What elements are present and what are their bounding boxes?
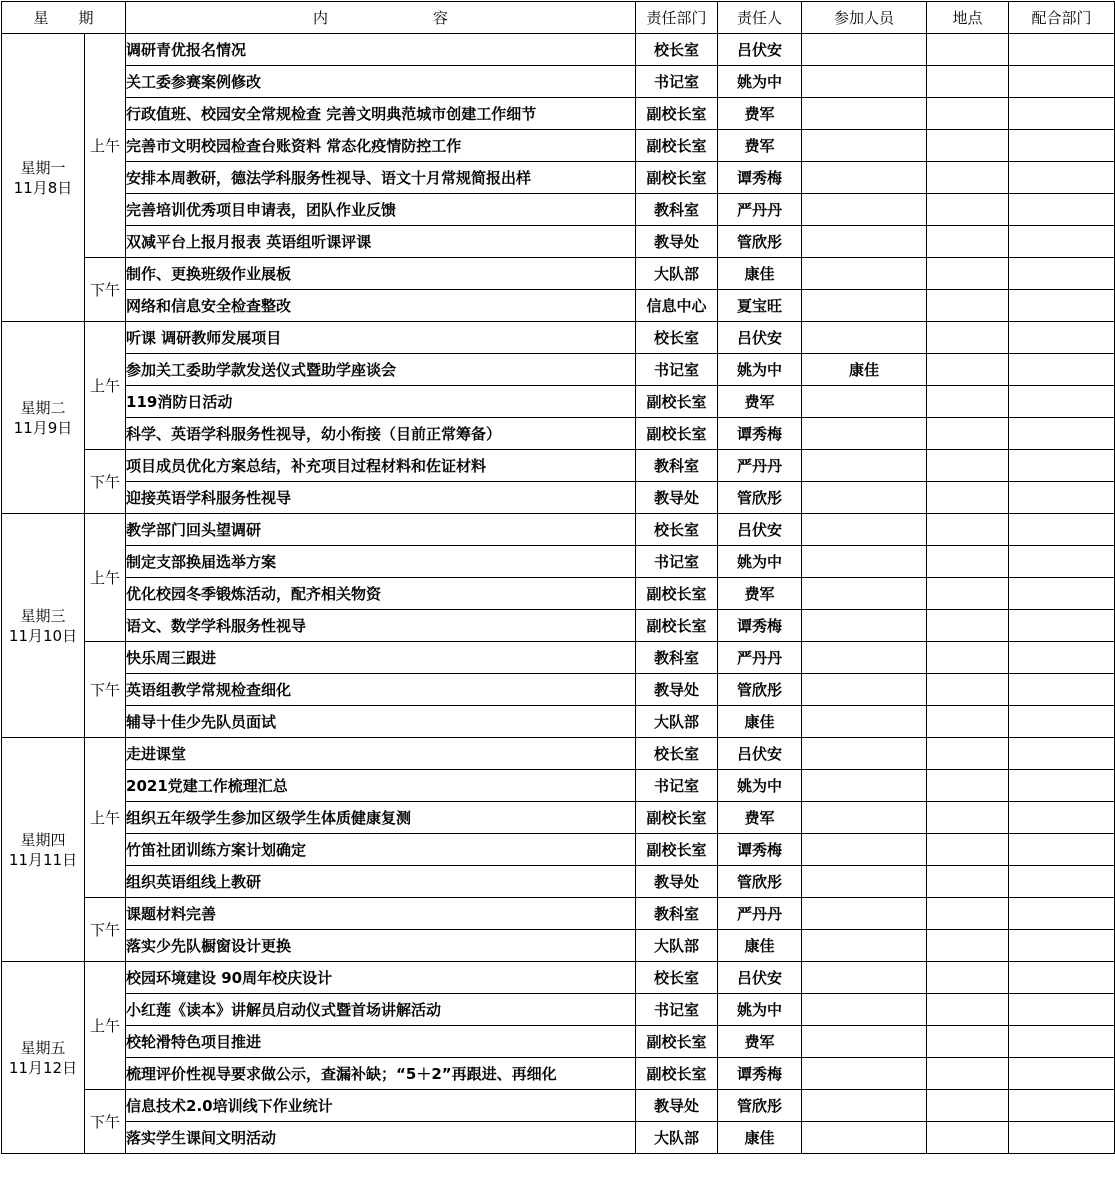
- task-person: 严丹丹: [718, 642, 802, 674]
- table-row: [2, 482, 1115, 514]
- day-cell: [2, 34, 85, 322]
- task-location: [927, 610, 1009, 642]
- task-person: 严丹丹: [718, 194, 802, 226]
- task-coop: [1009, 1058, 1115, 1090]
- task-dept: 校长室: [636, 514, 718, 546]
- table-row: [2, 258, 1115, 290]
- task-coop: [1009, 642, 1115, 674]
- day-date: 11月10日: [8, 626, 78, 645]
- task-location: [927, 642, 1009, 674]
- task-coop: [1009, 1090, 1115, 1122]
- task-location: [927, 418, 1009, 450]
- task-dept: 教科室: [636, 450, 718, 482]
- day-name: 星期二: [20, 398, 66, 417]
- table-row: [2, 962, 1115, 994]
- task-coop: [1009, 98, 1115, 130]
- task-coop: [1009, 674, 1115, 706]
- task-participants: [802, 130, 927, 162]
- task-dept: 校长室: [636, 962, 718, 994]
- day-date: 11月9日: [13, 418, 73, 437]
- task-person: 严丹丹: [718, 450, 802, 482]
- task-person: 管欣彤: [718, 482, 802, 514]
- task-location: [927, 386, 1009, 418]
- task-dept: 校长室: [636, 322, 718, 354]
- task-location: [927, 258, 1009, 290]
- task-coop: [1009, 450, 1115, 482]
- table-row: [2, 642, 1115, 674]
- task-dept: 副校长室: [636, 386, 718, 418]
- table-row: [2, 450, 1115, 482]
- task-coop: [1009, 418, 1115, 450]
- task-content: 信息技术2.0培训线下作业统计: [126, 1090, 636, 1122]
- task-content: 英语组教学常规检查细化: [126, 674, 636, 706]
- task-person: 吕伏安: [718, 322, 802, 354]
- header-content: 内 容: [126, 2, 636, 34]
- task-content: 科学、英语学科服务性视导，幼小衔接（目前正常筹备）: [126, 418, 636, 450]
- task-location: [927, 354, 1009, 386]
- task-coop: [1009, 578, 1115, 610]
- task-person: 费军: [718, 1026, 802, 1058]
- task-person: 吕伏安: [718, 962, 802, 994]
- table-row: [2, 578, 1115, 610]
- task-coop: [1009, 66, 1115, 98]
- task-location: [927, 194, 1009, 226]
- task-location: [927, 130, 1009, 162]
- task-location: [927, 802, 1009, 834]
- task-participants: [802, 738, 927, 770]
- task-dept: 副校长室: [636, 418, 718, 450]
- task-dept: 副校长室: [636, 610, 718, 642]
- task-dept: 校长室: [636, 738, 718, 770]
- task-content: 制作、更换班级作业展板: [126, 258, 636, 290]
- task-participants: [802, 802, 927, 834]
- header-location: 地点: [927, 2, 1009, 34]
- task-coop: [1009, 258, 1115, 290]
- half-day-label: 上午: [85, 962, 126, 1090]
- task-location: [927, 290, 1009, 322]
- table-row: [2, 994, 1115, 1026]
- task-location: [927, 834, 1009, 866]
- task-person: 姚为中: [718, 66, 802, 98]
- task-dept: 教科室: [636, 898, 718, 930]
- task-location: [927, 98, 1009, 130]
- task-dept: 书记室: [636, 994, 718, 1026]
- table-row: [2, 866, 1115, 898]
- task-person: 姚为中: [718, 546, 802, 578]
- header-participants: 参加人员: [802, 2, 927, 34]
- task-dept: 大队部: [636, 930, 718, 962]
- task-dept: 副校长室: [636, 130, 718, 162]
- task-person: 康佳: [718, 706, 802, 738]
- table-row: [2, 834, 1115, 866]
- task-participants: [802, 66, 927, 98]
- task-coop: [1009, 610, 1115, 642]
- task-location: [927, 674, 1009, 706]
- task-coop: [1009, 386, 1115, 418]
- task-coop: [1009, 514, 1115, 546]
- task-person: 夏宝旺: [718, 290, 802, 322]
- task-coop: [1009, 34, 1115, 66]
- task-content: 行政值班、校园安全常规检查 完善文明典范城市创建工作细节: [126, 98, 636, 130]
- task-person: 管欣彤: [718, 866, 802, 898]
- task-person: 姚为中: [718, 770, 802, 802]
- task-person: 谭秀梅: [718, 162, 802, 194]
- task-participants: [802, 834, 927, 866]
- task-person: 费军: [718, 130, 802, 162]
- task-content: 辅导十佳少先队员面试: [126, 706, 636, 738]
- task-participants: [802, 1026, 927, 1058]
- task-person: 谭秀梅: [718, 834, 802, 866]
- table-row: [2, 1090, 1115, 1122]
- task-person: 谭秀梅: [718, 418, 802, 450]
- task-coop: [1009, 802, 1115, 834]
- table-row: [2, 1122, 1115, 1154]
- task-participants: [802, 706, 927, 738]
- task-coop: [1009, 162, 1115, 194]
- task-person: 费军: [718, 802, 802, 834]
- task-person: 康佳: [718, 930, 802, 962]
- table-row: [2, 194, 1115, 226]
- table-row: [2, 610, 1115, 642]
- table-row: [2, 322, 1115, 354]
- task-participants: [802, 898, 927, 930]
- task-location: [927, 930, 1009, 962]
- task-dept: 教导处: [636, 226, 718, 258]
- table-row: [2, 770, 1115, 802]
- day-date: 11月8日: [13, 178, 73, 197]
- table-row: [2, 386, 1115, 418]
- task-location: [927, 738, 1009, 770]
- header-week: 星 期: [2, 2, 126, 34]
- task-content: 组织五年级学生参加区级学生体质健康复测: [126, 802, 636, 834]
- header-row: [2, 2, 1115, 34]
- task-dept: 大队部: [636, 1122, 718, 1154]
- task-dept: 教导处: [636, 482, 718, 514]
- day-name: 星期一: [20, 158, 66, 177]
- task-person: 谭秀梅: [718, 610, 802, 642]
- table-row: [2, 674, 1115, 706]
- table-row: [2, 706, 1115, 738]
- task-coop: [1009, 226, 1115, 258]
- task-location: [927, 66, 1009, 98]
- task-participants: [802, 386, 927, 418]
- half-day-label: 下午: [85, 1090, 126, 1154]
- task-participants: [802, 514, 927, 546]
- task-dept: 书记室: [636, 354, 718, 386]
- half-day-label: 下午: [85, 258, 126, 322]
- task-location: [927, 546, 1009, 578]
- task-participants: [802, 994, 927, 1026]
- task-coop: [1009, 194, 1115, 226]
- task-person: 吕伏安: [718, 514, 802, 546]
- task-participants: [802, 930, 927, 962]
- task-person: 费军: [718, 578, 802, 610]
- task-participants: [802, 290, 927, 322]
- task-location: [927, 226, 1009, 258]
- task-content: 竹笛社团训练方案计划确定: [126, 834, 636, 866]
- task-content: 迎接英语学科服务性视导: [126, 482, 636, 514]
- task-person: 吕伏安: [718, 34, 802, 66]
- table-row: [2, 1026, 1115, 1058]
- task-participants: [802, 1122, 927, 1154]
- task-coop: [1009, 706, 1115, 738]
- task-participants: [802, 770, 927, 802]
- task-participants: [802, 866, 927, 898]
- task-participants: [802, 482, 927, 514]
- task-content: 关工委参赛案例修改: [126, 66, 636, 98]
- table-row: [2, 1058, 1115, 1090]
- task-dept: 书记室: [636, 770, 718, 802]
- table-row: [2, 162, 1115, 194]
- task-dept: 教导处: [636, 1090, 718, 1122]
- task-person: 管欣彤: [718, 226, 802, 258]
- task-participants: [802, 642, 927, 674]
- task-content: 语文、数学学科服务性视导: [126, 610, 636, 642]
- task-content: 项目成员优化方案总结，补充项目过程材料和佐证材料: [126, 450, 636, 482]
- task-dept: 教科室: [636, 194, 718, 226]
- table-row: [2, 802, 1115, 834]
- task-location: [927, 1026, 1009, 1058]
- task-participants: [802, 546, 927, 578]
- day-cell: [2, 322, 85, 514]
- task-participants: [802, 98, 927, 130]
- task-dept: 书记室: [636, 546, 718, 578]
- task-location: [927, 514, 1009, 546]
- half-day-label: 下午: [85, 642, 126, 738]
- task-participants: [802, 226, 927, 258]
- task-dept: 校长室: [636, 34, 718, 66]
- day-name: 星期三: [20, 606, 66, 625]
- task-dept: 教科室: [636, 642, 718, 674]
- task-content: 双减平台上报月报表 英语组听课评课: [126, 226, 636, 258]
- task-location: [927, 1090, 1009, 1122]
- task-person: 吕伏安: [718, 738, 802, 770]
- task-content: 119消防日活动: [126, 386, 636, 418]
- task-coop: [1009, 930, 1115, 962]
- half-day-label: 下午: [85, 898, 126, 962]
- task-person: 费军: [718, 386, 802, 418]
- half-day-label: 上午: [85, 738, 126, 898]
- table-row: [2, 514, 1115, 546]
- task-coop: [1009, 770, 1115, 802]
- task-participants: 康佳: [802, 354, 927, 386]
- task-coop: [1009, 482, 1115, 514]
- table-row: [2, 898, 1115, 930]
- task-content: 2021党建工作梳理汇总: [126, 770, 636, 802]
- task-coop: [1009, 866, 1115, 898]
- task-location: [927, 1122, 1009, 1154]
- day-cell: [2, 738, 85, 962]
- task-person: 姚为中: [718, 994, 802, 1026]
- task-location: [927, 706, 1009, 738]
- task-location: [927, 1058, 1009, 1090]
- task-content: 落实少先队橱窗设计更换: [126, 930, 636, 962]
- task-coop: [1009, 834, 1115, 866]
- task-content: 落实学生课间文明活动: [126, 1122, 636, 1154]
- task-coop: [1009, 1122, 1115, 1154]
- task-participants: [802, 962, 927, 994]
- table-row: [2, 418, 1115, 450]
- task-location: [927, 34, 1009, 66]
- task-coop: [1009, 354, 1115, 386]
- task-content: 优化校园冬季锻炼活动，配齐相关物资: [126, 578, 636, 610]
- task-coop: [1009, 962, 1115, 994]
- task-person: 管欣彤: [718, 674, 802, 706]
- task-coop: [1009, 1026, 1115, 1058]
- day-date: 11月12日: [8, 1058, 78, 1077]
- day-name: 星期四: [20, 830, 66, 849]
- task-participants: [802, 674, 927, 706]
- half-day-label: 上午: [85, 514, 126, 642]
- task-person: 康佳: [718, 1122, 802, 1154]
- header-dept: 责任部门: [636, 2, 718, 34]
- task-content: 参加关工委助学款发送仪式暨助学座谈会: [126, 354, 636, 386]
- table-row: [2, 66, 1115, 98]
- task-person: 费军: [718, 98, 802, 130]
- task-person: 谭秀梅: [718, 1058, 802, 1090]
- task-content: 安排本周教研，德法学科服务性视导、语文十月常规简报出样: [126, 162, 636, 194]
- task-content: 制定支部换届选举方案: [126, 546, 636, 578]
- task-content: 快乐周三跟进: [126, 642, 636, 674]
- task-content: 小红莲《读本》讲解员启动仪式暨首场讲解活动: [126, 994, 636, 1026]
- task-content: 课题材料完善: [126, 898, 636, 930]
- half-day-label: 上午: [85, 322, 126, 450]
- task-content: 组织英语组线上教研: [126, 866, 636, 898]
- table-row: [2, 738, 1115, 770]
- task-location: [927, 994, 1009, 1026]
- task-person: 管欣彤: [718, 1090, 802, 1122]
- task-location: [927, 866, 1009, 898]
- task-person: 严丹丹: [718, 898, 802, 930]
- task-dept: 大队部: [636, 706, 718, 738]
- task-participants: [802, 258, 927, 290]
- day-date: 11月11日: [8, 850, 78, 869]
- task-content: 走进课堂: [126, 738, 636, 770]
- table-row: [2, 226, 1115, 258]
- table-row: [2, 546, 1115, 578]
- table-row: [2, 290, 1115, 322]
- task-dept: 教导处: [636, 674, 718, 706]
- task-location: [927, 450, 1009, 482]
- task-dept: 副校长室: [636, 578, 718, 610]
- header-coop: 配合部门: [1009, 2, 1115, 34]
- table-row: [2, 34, 1115, 66]
- task-content: 梳理评价性视导要求做公示，查漏补缺；“5＋2”再跟进、再细化: [126, 1058, 636, 1090]
- day-cell: [2, 514, 85, 738]
- task-participants: [802, 450, 927, 482]
- task-participants: [802, 1058, 927, 1090]
- task-dept: 副校长室: [636, 1058, 718, 1090]
- half-day-label: 上午: [85, 34, 126, 258]
- table-row: [2, 354, 1115, 386]
- task-content: 教学部门回头望调研: [126, 514, 636, 546]
- task-participants: [802, 578, 927, 610]
- day-name: 星期五: [20, 1038, 66, 1057]
- task-participants: [802, 34, 927, 66]
- weekly-schedule-table: [1, 1, 1115, 1154]
- task-location: [927, 162, 1009, 194]
- task-location: [927, 322, 1009, 354]
- half-day-label: 下午: [85, 450, 126, 514]
- task-coop: [1009, 738, 1115, 770]
- task-dept: 副校长室: [636, 162, 718, 194]
- task-dept: 信息中心: [636, 290, 718, 322]
- task-location: [927, 962, 1009, 994]
- day-cell: [2, 962, 85, 1154]
- task-content: 校园环境建设 90周年校庆设计: [126, 962, 636, 994]
- task-coop: [1009, 130, 1115, 162]
- task-content: 校轮滑特色项目推进: [126, 1026, 636, 1058]
- task-dept: 副校长室: [636, 802, 718, 834]
- task-location: [927, 482, 1009, 514]
- task-content: 完善培训优秀项目申请表，团队作业反馈: [126, 194, 636, 226]
- task-participants: [802, 1090, 927, 1122]
- task-dept: 教导处: [636, 866, 718, 898]
- task-person: 姚为中: [718, 354, 802, 386]
- task-content: 完善市文明校园检查台账资料 常态化疫情防控工作: [126, 130, 636, 162]
- task-participants: [802, 322, 927, 354]
- task-dept: 副校长室: [636, 98, 718, 130]
- task-person: 康佳: [718, 258, 802, 290]
- task-content: 调研青优报名情况: [126, 34, 636, 66]
- task-coop: [1009, 994, 1115, 1026]
- task-content: 听课 调研教师发展项目: [126, 322, 636, 354]
- task-dept: 大队部: [636, 258, 718, 290]
- task-location: [927, 578, 1009, 610]
- table-row: [2, 930, 1115, 962]
- task-participants: [802, 162, 927, 194]
- task-coop: [1009, 898, 1115, 930]
- header-person: 责任人: [718, 2, 802, 34]
- table-row: [2, 98, 1115, 130]
- task-participants: [802, 610, 927, 642]
- task-dept: 副校长室: [636, 1026, 718, 1058]
- task-coop: [1009, 290, 1115, 322]
- task-coop: [1009, 546, 1115, 578]
- task-location: [927, 770, 1009, 802]
- task-coop: [1009, 322, 1115, 354]
- table-row: [2, 130, 1115, 162]
- task-location: [927, 898, 1009, 930]
- task-content: 网络和信息安全检查整改: [126, 290, 636, 322]
- task-participants: [802, 418, 927, 450]
- task-dept: 副校长室: [636, 834, 718, 866]
- task-participants: [802, 194, 927, 226]
- task-dept: 书记室: [636, 66, 718, 98]
